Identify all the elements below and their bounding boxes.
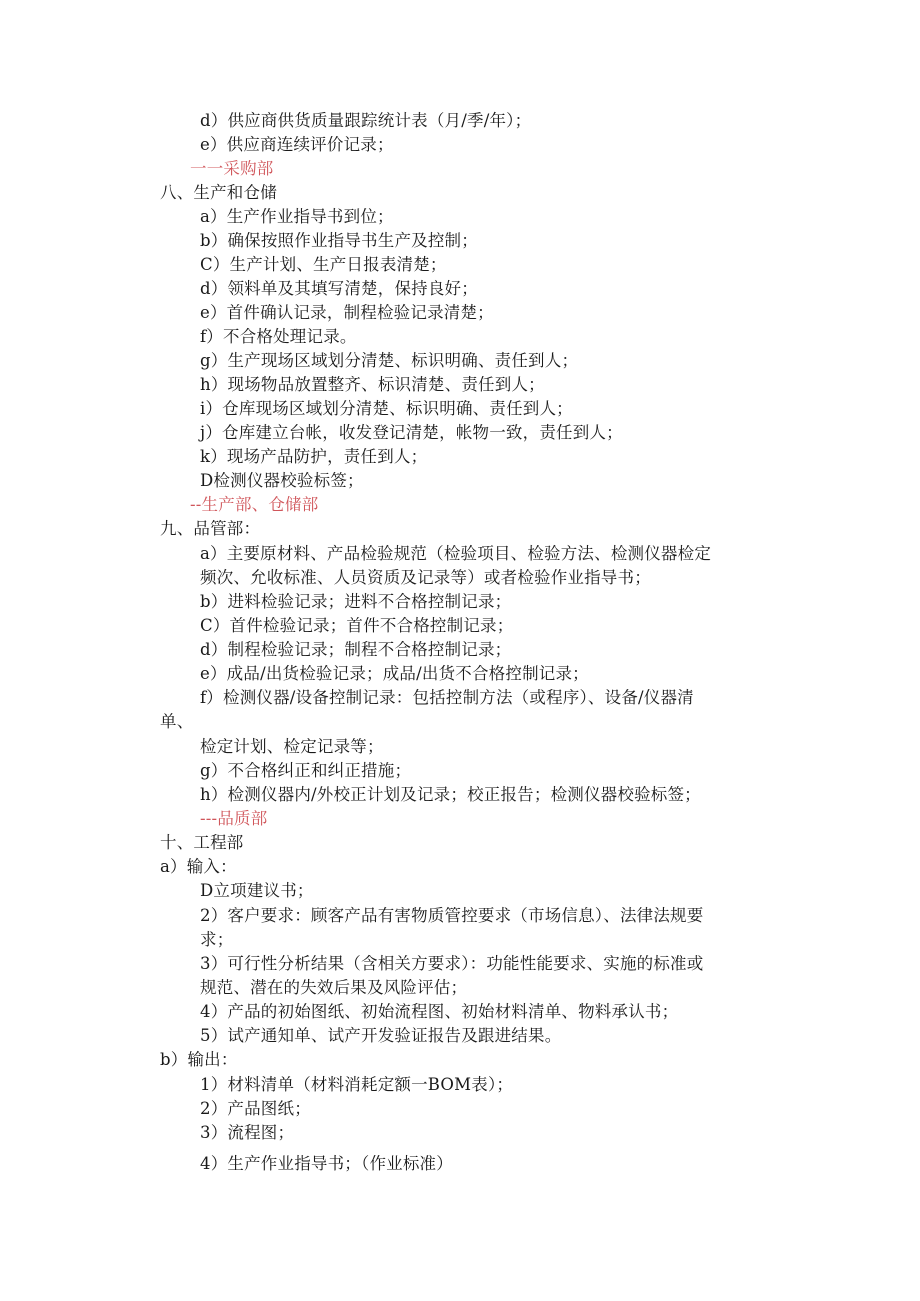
quality-department-note: ---品质部 [200, 809, 268, 828]
quality-item: e）成品/出货检验记录；成品/出货不合格控制记录； [200, 664, 589, 683]
production-item: C）生产计划、生产日报表清楚； [200, 255, 447, 274]
production-item: g）生产现场区域划分清楚、标识明确、责任到人； [200, 351, 579, 370]
production-item: h）现场物品放置整齐、标识清楚、责任到人； [200, 375, 545, 394]
quality-item: f）检测仪器/设备控制记录：包括控制方法（或程序）、设备/仪器清 [200, 688, 694, 707]
engineering-input-item-continued: 规范、潜在的失效后果及风险评估； [200, 978, 468, 997]
engineering-output-item: 3）流程图； [200, 1123, 295, 1142]
engineering-input-item: D立项建议书； [200, 881, 314, 900]
engineering-output-item: 1）材料清单（材料消耗定额一BOM表）； [200, 1075, 514, 1094]
production-item: f）不合格处理记录。 [200, 327, 357, 346]
engineering-output-item: 2）产品图纸； [200, 1099, 311, 1118]
purchasing-department-note: 一一采购部 [190, 159, 274, 178]
production-department-note: --生产部、仓储部 [190, 495, 319, 514]
quality-item: d）制程检验记录；制程不合格控制记录； [200, 640, 512, 659]
production-item: D检测仪器校验标签； [200, 471, 364, 490]
production-item: k）现场产品防护，责任到人； [200, 447, 428, 466]
quality-item: b）进料检验记录；进料不合格控制记录； [200, 592, 512, 611]
quality-item-continued: 检定计划、检定记录等； [200, 737, 384, 756]
quality-item: C）首件检验记录；首件不合格控制记录； [200, 616, 514, 635]
quality-item-continued: 频次、允收标准、人员资质及记录等）或者检验作业指导书； [200, 568, 651, 587]
production-item: j）仓库建立台帐，收发登记清楚，帐物一致，责任到人； [200, 423, 623, 442]
engineering-input-item: 2）客户要求：顾客产品有害物质管控要求（市场信息）、法律法规要 [200, 906, 704, 925]
production-heading: 八、生产和仓储 [160, 183, 277, 202]
engineering-input-label: a）输入： [160, 857, 237, 876]
production-item: e）首件确认记录，制程检验记录清楚； [200, 303, 494, 322]
quality-heading: 九、品管部： [160, 519, 261, 538]
engineering-output-item: 4）生产作业指导书；（作业标准） [200, 1154, 453, 1173]
engineering-input-item: 4）产品的初始图纸、初始流程图、初始材料清单、物料承认书； [200, 1002, 679, 1021]
production-item: a）生产作业指导书到位； [200, 207, 394, 226]
engineering-heading: 十、工程部 [160, 833, 244, 852]
quality-item-continued: 单、 [160, 712, 194, 731]
engineering-input-item: 5）试产通知单、试产开发验证报告及跟进结果。 [200, 1026, 562, 1045]
quality-item: g）不合格纠正和纠正措施； [200, 761, 412, 780]
purchasing-item: e）供应商连续评价记录； [200, 135, 394, 154]
production-item: d）领料单及其填写清楚，保持良好； [200, 279, 478, 298]
production-item: b）确保按照作业指导书生产及控制； [200, 231, 478, 250]
production-item: i）仓库现场区域划分清楚、标识明确、责任到人； [200, 399, 573, 418]
engineering-input-item-continued: 求； [200, 930, 234, 949]
engineering-output-label: b）输出： [160, 1050, 238, 1069]
engineering-input-item: 3）可行性分析结果（含相关方要求）：功能性能要求、实施的标准或 [200, 954, 704, 973]
purchasing-item: d）供应商供货质量跟踪统计表（月/季/年）； [200, 111, 532, 130]
quality-item: h）检测仪器内/外校正计划及记录；校正报告；检测仪器校验标签； [200, 785, 701, 804]
quality-item: a）主要原材料、产品检验规范（检验项目、检验方法、检测仪器检定 [200, 544, 712, 563]
